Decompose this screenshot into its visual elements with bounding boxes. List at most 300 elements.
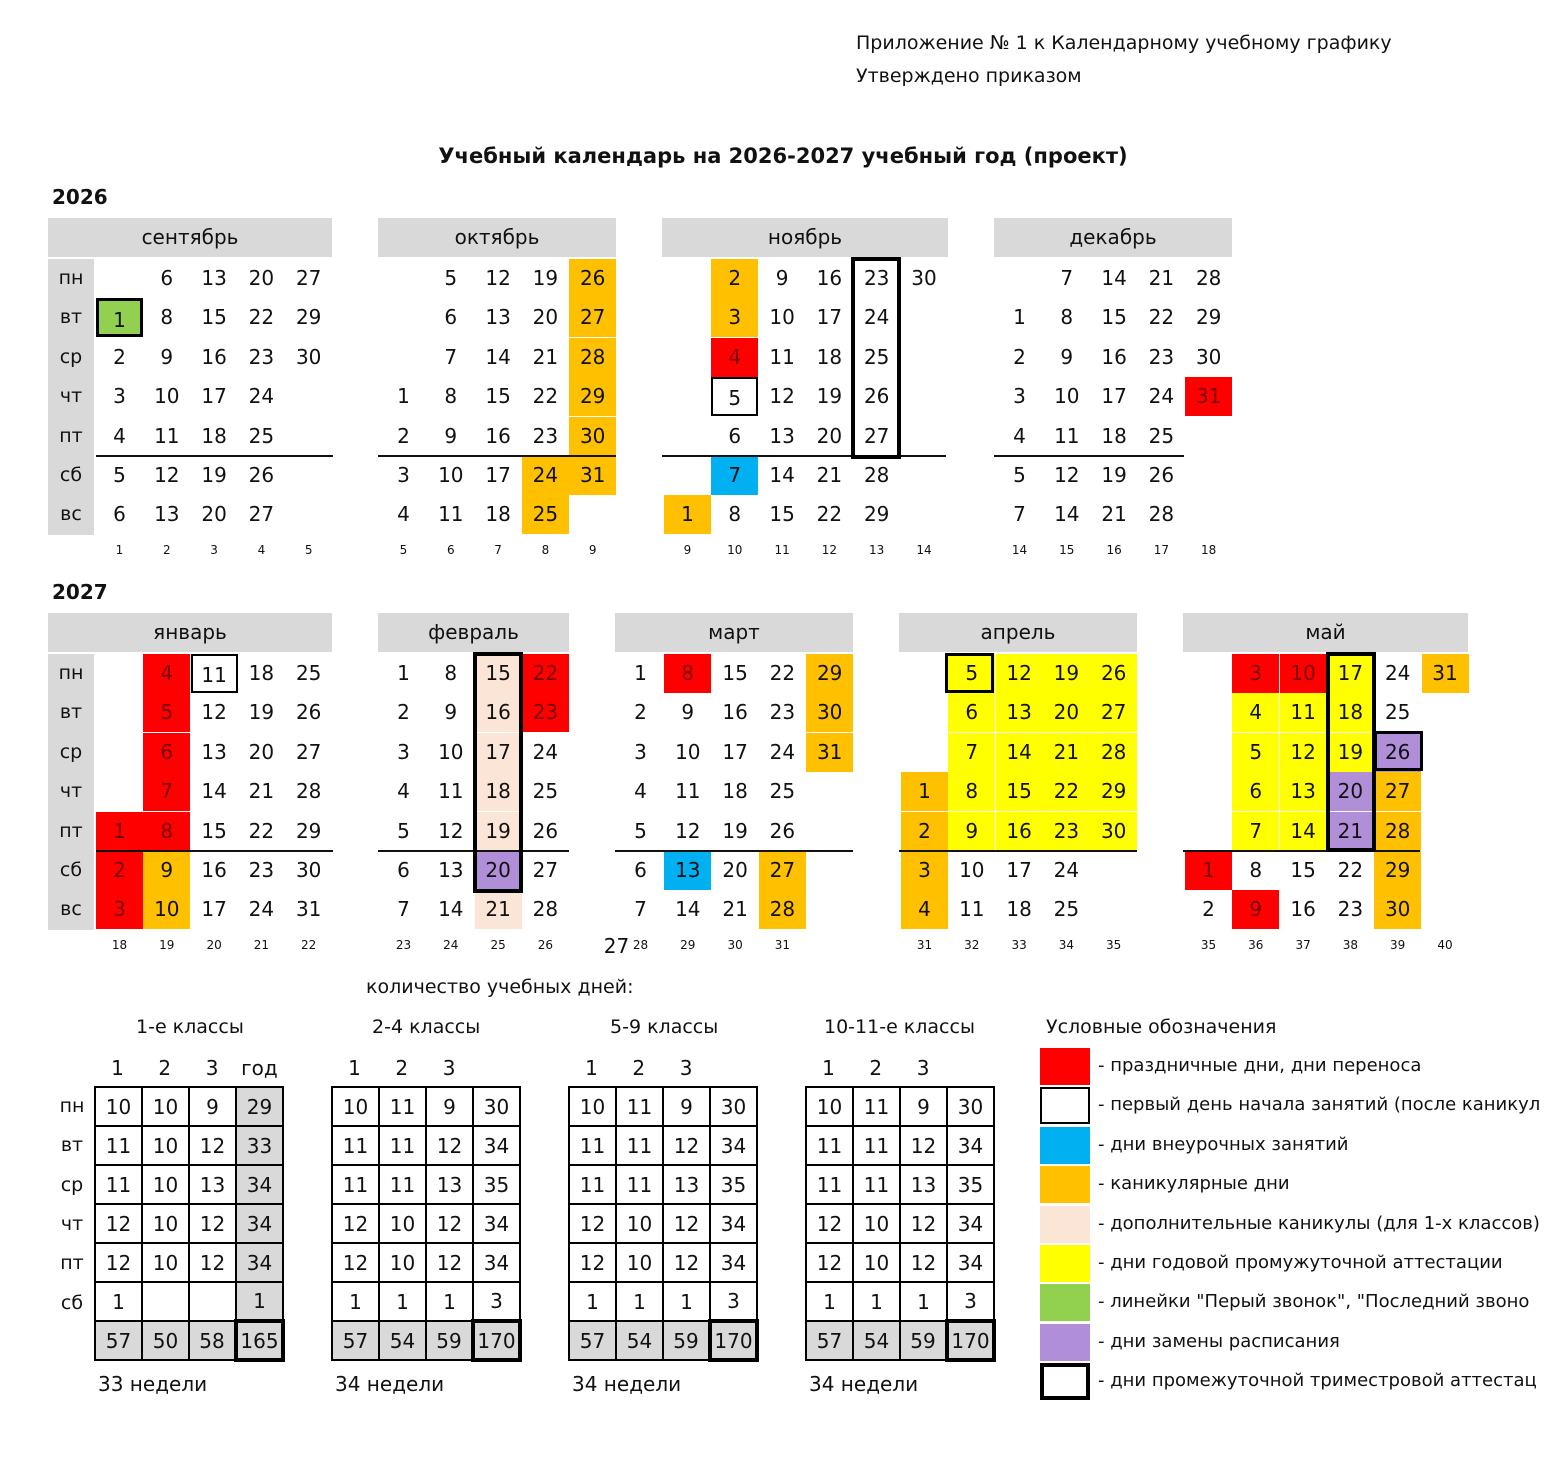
day-cell: 22 [532, 384, 559, 409]
day-cell: 1 [96, 298, 143, 337]
table-cell: 34 [947, 1204, 994, 1243]
table-cell: 12 [189, 1126, 236, 1165]
trimester-column-header: 2 [158, 1056, 172, 1080]
legend-swatch-white [1040, 1087, 1090, 1124]
day-cell: 1 [1013, 305, 1026, 330]
day-cell: 11 [769, 344, 795, 369]
day-cell: 13 [154, 502, 180, 527]
day-cell: 29 [1374, 851, 1421, 890]
day-cell: 13 [485, 305, 511, 330]
week-number: 9 [683, 542, 692, 557]
table-cell: 35 [473, 1165, 520, 1204]
week-number: 16 [1106, 542, 1122, 557]
table-cell: 11 [616, 1126, 663, 1165]
table-cell: 11 [806, 1165, 853, 1204]
table-cell: 30 [473, 1087, 520, 1126]
day-cell: 14 [675, 897, 701, 922]
day-cell: 14 [438, 897, 464, 922]
day-cell: 18 [1006, 897, 1032, 922]
weekday-label: пт [59, 819, 83, 842]
table-cell: 10 [853, 1243, 900, 1282]
day-cell: 29 [863, 502, 890, 527]
legend-swatch-purple [1040, 1324, 1090, 1361]
table-row [95, 1087, 283, 1126]
day-cell [1422, 812, 1469, 851]
day-cell: 31 [806, 733, 853, 772]
table-cell: 12 [189, 1243, 236, 1282]
day-cell [285, 456, 332, 495]
table-row [569, 1126, 757, 1165]
day-cell: 16 [816, 266, 843, 290]
table-cell: 13 [426, 1165, 473, 1204]
day-cell: 23 [522, 693, 569, 732]
day-cell: 26 [863, 384, 890, 409]
table-cell: 11 [379, 1126, 426, 1165]
day-cell: 18 [248, 661, 275, 685]
day-cell: 26 [1148, 463, 1175, 487]
day-cell: 16 [485, 423, 511, 448]
day-cell: 20 [248, 266, 275, 290]
day-cell: 5 [948, 654, 995, 693]
day-cell: 26 [1374, 733, 1421, 772]
day-cell: 27 [532, 858, 559, 882]
day-cell: 7 [1013, 502, 1026, 527]
day-cell: 30 [1195, 344, 1222, 369]
day-cell: 15 [1290, 858, 1316, 882]
legend-label: - дни годовой промужуточной аттестации [1098, 1252, 1503, 1273]
day-cell: 15 [769, 502, 795, 527]
day-cell: 2 [397, 700, 410, 725]
day-cell: 17 [485, 463, 511, 487]
day-cell: 14 [996, 733, 1043, 772]
table-cell: 11 [95, 1126, 142, 1165]
weekday-label: пт [59, 424, 83, 447]
day-cell: 8 [160, 305, 174, 330]
table-cell: 9 [189, 1087, 236, 1126]
day-cell: 2 [113, 344, 126, 369]
day-cell: 3 [634, 739, 647, 764]
table-cell: 3 [947, 1282, 994, 1321]
day-cell: 7 [397, 897, 410, 922]
day-cell: 22 [248, 818, 275, 843]
day-cell: 12 [675, 818, 701, 843]
day-cell: 12 [769, 384, 795, 409]
table-cell: 13 [189, 1165, 236, 1204]
day-cell: 10 [438, 463, 464, 487]
day-cell: 14 [1280, 812, 1327, 851]
day-cell: 21 [1327, 812, 1374, 851]
day-cell: 18 [475, 772, 522, 811]
day-cell: 24 [522, 456, 569, 495]
day-cell: 2 [96, 851, 143, 890]
day-cell: 19 [722, 818, 748, 843]
day-cell [901, 733, 948, 772]
table-cell: 11 [806, 1126, 853, 1165]
day-cell [664, 456, 711, 495]
day-cell: 26 [769, 818, 796, 843]
week-number: 34 [1058, 937, 1075, 952]
attestation-box-november [851, 257, 901, 459]
total-cell: 54 [379, 1321, 426, 1360]
table-cell: 35 [947, 1165, 994, 1204]
table-row [95, 1243, 283, 1282]
table-cell: 34 [710, 1126, 757, 1165]
year-label-2027: 2027 [52, 580, 108, 604]
day-cell: 8 [1249, 858, 1263, 882]
day-cell: 22 [248, 305, 275, 330]
day-cell: 20 [722, 858, 748, 882]
day-cell: 25 [1148, 423, 1175, 448]
week-number: 35 [1200, 937, 1217, 952]
table-cell: 1 [426, 1282, 473, 1321]
day-cell: 28 [569, 338, 616, 377]
table-cell: 9 [663, 1087, 710, 1126]
day-cell: 1 [96, 812, 143, 851]
day-cell: 15 [485, 384, 511, 409]
day-cell: 16 [201, 858, 227, 882]
table-cell: 10 [142, 1243, 189, 1282]
day-cell: 5 [397, 818, 410, 843]
day-cell: 7 [634, 897, 647, 922]
day-cell: 15 [475, 654, 522, 693]
table-row [95, 1126, 283, 1165]
total-cell: 57 [332, 1321, 379, 1360]
day-cell: 9 [444, 423, 458, 448]
day-cell [806, 890, 853, 929]
day-cell: 17 [722, 739, 748, 764]
table-cell: 11 [853, 1087, 900, 1126]
table-cell: 11 [332, 1165, 379, 1204]
table-cell: 10 [616, 1204, 663, 1243]
day-cell: 4 [711, 338, 758, 377]
class-group-title: 2-4 классы [372, 1016, 481, 1038]
day-cell: 3 [113, 384, 126, 409]
day-cell: 30 [911, 266, 937, 290]
week-number: 20 [206, 937, 222, 952]
day-cell: 17 [1006, 858, 1032, 882]
month-header: май [1183, 613, 1468, 652]
trimester-column-header: 1 [111, 1056, 124, 1080]
day-cell: 5 [1013, 463, 1026, 487]
day-cell [96, 693, 143, 732]
day-cell: 9 [160, 344, 174, 369]
weekday-label: чт [59, 780, 83, 803]
day-cell: 26 [532, 818, 559, 843]
weekday-label: вс [60, 898, 82, 921]
legend-label: - первый день начала занятий (после каникул [1098, 1094, 1541, 1116]
day-cell: 1 [397, 384, 410, 409]
week-number: 18 [111, 937, 128, 952]
table-weekday-label: пн [59, 1095, 85, 1117]
day-cell: 2 [397, 423, 410, 448]
day-cell: 21 [532, 344, 559, 369]
day-cell: 19 [816, 384, 843, 409]
day-cell: 11 [675, 779, 701, 804]
day-cell [380, 338, 427, 377]
day-cell: 29 [295, 818, 322, 843]
table-cell: 11 [379, 1165, 426, 1204]
day-cell [1422, 693, 1469, 732]
weekday-label: вс [60, 503, 82, 526]
day-cell: 20 [1043, 693, 1090, 732]
table-cell: 12 [426, 1243, 473, 1282]
day-cell [1185, 772, 1232, 811]
day-cell: 5 [711, 377, 758, 416]
week-number: 31 [774, 937, 791, 952]
day-cell: 17 [201, 897, 227, 922]
day-cell: 12 [996, 654, 1043, 693]
school-days-table [94, 1086, 285, 1362]
week-number: 28 [632, 937, 649, 952]
table-cell: 10 [379, 1204, 426, 1243]
day-cell: 25 [769, 779, 796, 804]
day-cell: 15 [201, 305, 227, 330]
day-cell [664, 417, 711, 456]
day-cell: 1 [397, 661, 410, 685]
table-weekday-label: ср [60, 1173, 84, 1196]
week-separator [96, 455, 333, 457]
day-cell: 25 [863, 344, 890, 369]
table-cell: 11 [616, 1165, 663, 1204]
table-cell: 12 [806, 1204, 853, 1243]
trimester-column-header: 2 [395, 1056, 409, 1080]
table-cell: 35 [710, 1165, 757, 1204]
day-cell: 5 [113, 463, 126, 487]
day-cell: 3 [1232, 654, 1279, 693]
week-number: 2 [162, 542, 171, 557]
table-cell: 12 [189, 1204, 236, 1243]
day-cell: 19 [1043, 654, 1090, 693]
day-cell: 4 [113, 423, 126, 448]
day-cell: 24 [769, 739, 796, 764]
day-cell: 8 [143, 812, 190, 851]
total-cell: 50 [142, 1321, 189, 1360]
weekday-column-2027 [48, 654, 94, 930]
table-cell: 12 [663, 1204, 710, 1243]
day-cell: 19 [201, 463, 227, 487]
day-cell [901, 456, 948, 495]
legend-title: Условные обозначения [1046, 1016, 1277, 1038]
day-cell [1090, 890, 1137, 929]
day-cell: 18 [722, 779, 748, 804]
table-cell [189, 1282, 236, 1321]
day-cell: 18 [1101, 423, 1127, 448]
day-cell: 9 [775, 266, 789, 290]
total-cell: 57 [806, 1321, 853, 1360]
day-cell: 2 [1202, 897, 1215, 922]
day-cell: 20 [1327, 772, 1374, 811]
day-cell: 1 [1185, 851, 1232, 890]
trimester-column-header: 1 [585, 1056, 598, 1080]
day-cell: 10 [1280, 654, 1327, 693]
week-number: 19 [159, 937, 175, 952]
trimester-column-header: 3 [916, 1056, 930, 1080]
day-cell: 20 [248, 739, 275, 764]
day-cell: 8 [444, 661, 458, 685]
week-number: 25 [490, 937, 506, 952]
day-cell [806, 812, 853, 851]
legend-swatch-peach [1040, 1206, 1090, 1243]
day-cell: 7 [711, 456, 758, 495]
day-cell: 20 [201, 502, 227, 527]
table-cell: 34 [947, 1243, 994, 1282]
day-box-april-5 [945, 653, 994, 693]
day-cell: 26 [295, 700, 322, 725]
table-weekday-label: вт [60, 1134, 84, 1157]
table-cell: 10 [142, 1204, 189, 1243]
day-cell: 17 [1327, 654, 1374, 693]
day-cell [1185, 417, 1232, 456]
day-cell [664, 338, 711, 377]
table-cell: 9 [900, 1087, 947, 1126]
day-cell: 30 [1090, 812, 1137, 851]
table-cell: 12 [900, 1204, 947, 1243]
week-number: 21 [253, 937, 270, 952]
day-cell: 8 [948, 772, 995, 811]
weekday-label: вт [59, 701, 83, 724]
total-cell: 59 [663, 1321, 710, 1360]
day-cell: 6 [1232, 772, 1279, 811]
table-cell: 11 [569, 1165, 616, 1204]
week-number: 13 [869, 542, 885, 557]
legend-swatch-orange [1040, 1166, 1090, 1203]
day-cell: 11 [438, 502, 464, 527]
day-cell: 29 [1090, 772, 1137, 811]
table-row [95, 1204, 283, 1243]
table-cell: 30 [710, 1087, 757, 1126]
day-cell: 30 [1374, 890, 1421, 929]
totals-row [806, 1321, 994, 1360]
day-cell: 27 [1090, 693, 1137, 732]
day-cell: 16 [722, 700, 748, 725]
day-cell: 26 [569, 259, 616, 298]
table-weekday-label: сб [60, 1291, 84, 1314]
day-cell: 19 [248, 700, 275, 725]
day-cell: 1 [664, 495, 711, 534]
day-cell [1185, 456, 1232, 495]
day-cell: 11 [154, 423, 180, 448]
table-row [806, 1087, 994, 1126]
total-cell: 59 [900, 1321, 947, 1360]
table-cell: 10 [142, 1126, 189, 1165]
week-separator [1183, 850, 1420, 852]
day-cell: 23 [532, 423, 559, 448]
table-cell: 12 [806, 1243, 853, 1282]
day-cell: 12 [1054, 463, 1080, 487]
day-cell: 23 [248, 344, 275, 369]
day-cell: 6 [948, 693, 995, 732]
day-cell: 30 [295, 344, 322, 369]
month-header: февраль [378, 613, 569, 652]
weeks-count: 34 недели [572, 1372, 682, 1396]
day-cell: 24 [1053, 858, 1080, 882]
table-row [806, 1282, 994, 1321]
table-cell: 11 [332, 1126, 379, 1165]
day-cell: 12 [438, 818, 464, 843]
day-cell: 16 [475, 693, 522, 732]
day-cell: 3 [901, 851, 948, 890]
day-cell: 8 [728, 502, 742, 527]
table-cell: 33 [236, 1126, 283, 1165]
day-cell: 19 [1327, 733, 1374, 772]
day-cell: 20 [816, 423, 843, 448]
table-cell: 34 [473, 1126, 520, 1165]
week-number: 11 [774, 542, 790, 557]
week-separator [615, 850, 853, 852]
table-cell: 10 [616, 1243, 663, 1282]
day-cell [806, 851, 853, 890]
day-cell: 13 [769, 423, 795, 448]
table-cell: 12 [900, 1243, 947, 1282]
day-cell: 5 [444, 266, 458, 290]
month-header: декабрь [994, 218, 1232, 257]
week-number: 39 [1390, 937, 1406, 952]
class-group-title: 5-9 классы [610, 1016, 719, 1038]
day-cell [1422, 851, 1469, 890]
weeks-count: 33 недели [98, 1372, 208, 1396]
day-cell: 28 [532, 897, 559, 922]
legend-swatch-green [1040, 1284, 1090, 1321]
weekday-label: пн [58, 662, 84, 684]
attestation-box-may [1326, 652, 1376, 852]
table-cell: 10 [806, 1087, 853, 1126]
day-cell [569, 495, 616, 534]
day-cell: 9 [444, 700, 458, 725]
day-cell: 2 [711, 259, 758, 298]
table-cell: 12 [569, 1204, 616, 1243]
week-number: 18 [1201, 542, 1217, 557]
weekday-label: ср [59, 345, 83, 368]
day-cell: 22 [1043, 772, 1090, 811]
table-cell: 1 [332, 1282, 379, 1321]
week-number: 7 [494, 542, 502, 557]
week-number: 37 [1295, 937, 1311, 952]
day-cell: 6 [397, 858, 410, 882]
day-cell: 10 [769, 305, 795, 330]
day-cell: 14 [485, 344, 511, 369]
appendix-note: Приложение № 1 к Календарному учебному графику [856, 32, 1392, 54]
day-cell: 12 [201, 700, 227, 725]
day-cell: 17 [1101, 384, 1127, 409]
day-cell: 4 [1232, 693, 1279, 732]
totals-row [332, 1321, 520, 1360]
day-box-may-26 [1374, 731, 1423, 771]
day-cell: 12 [154, 463, 180, 487]
day-cell [996, 259, 1043, 298]
weekday-label: вт [59, 306, 83, 329]
legend-label: - дополнительные каникулы (для 1-х классов) [1098, 1212, 1540, 1234]
table-cell: 34 [473, 1204, 520, 1243]
day-cell: 8 [1060, 305, 1074, 330]
table-cell: 12 [426, 1204, 473, 1243]
week-number: 6 [446, 542, 455, 557]
day-cell: 2 [901, 812, 948, 851]
day-cell: 4 [143, 654, 190, 693]
total-cell: 57 [569, 1321, 616, 1360]
day-cell: 11 [191, 654, 238, 693]
day-cell [901, 693, 948, 732]
table-cell: 34 [473, 1243, 520, 1282]
day-cell [664, 298, 711, 337]
week-number: 10 [727, 542, 743, 557]
day-cell: 20 [475, 851, 522, 890]
table-cell: 13 [900, 1165, 947, 1204]
table-cell: 12 [663, 1126, 710, 1165]
day-cell: 27 [1374, 772, 1421, 811]
week-number: 9 [588, 542, 597, 557]
day-cell: 7 [1232, 812, 1279, 851]
legend-label: - праздничные дни, дни переноса [1098, 1055, 1422, 1076]
